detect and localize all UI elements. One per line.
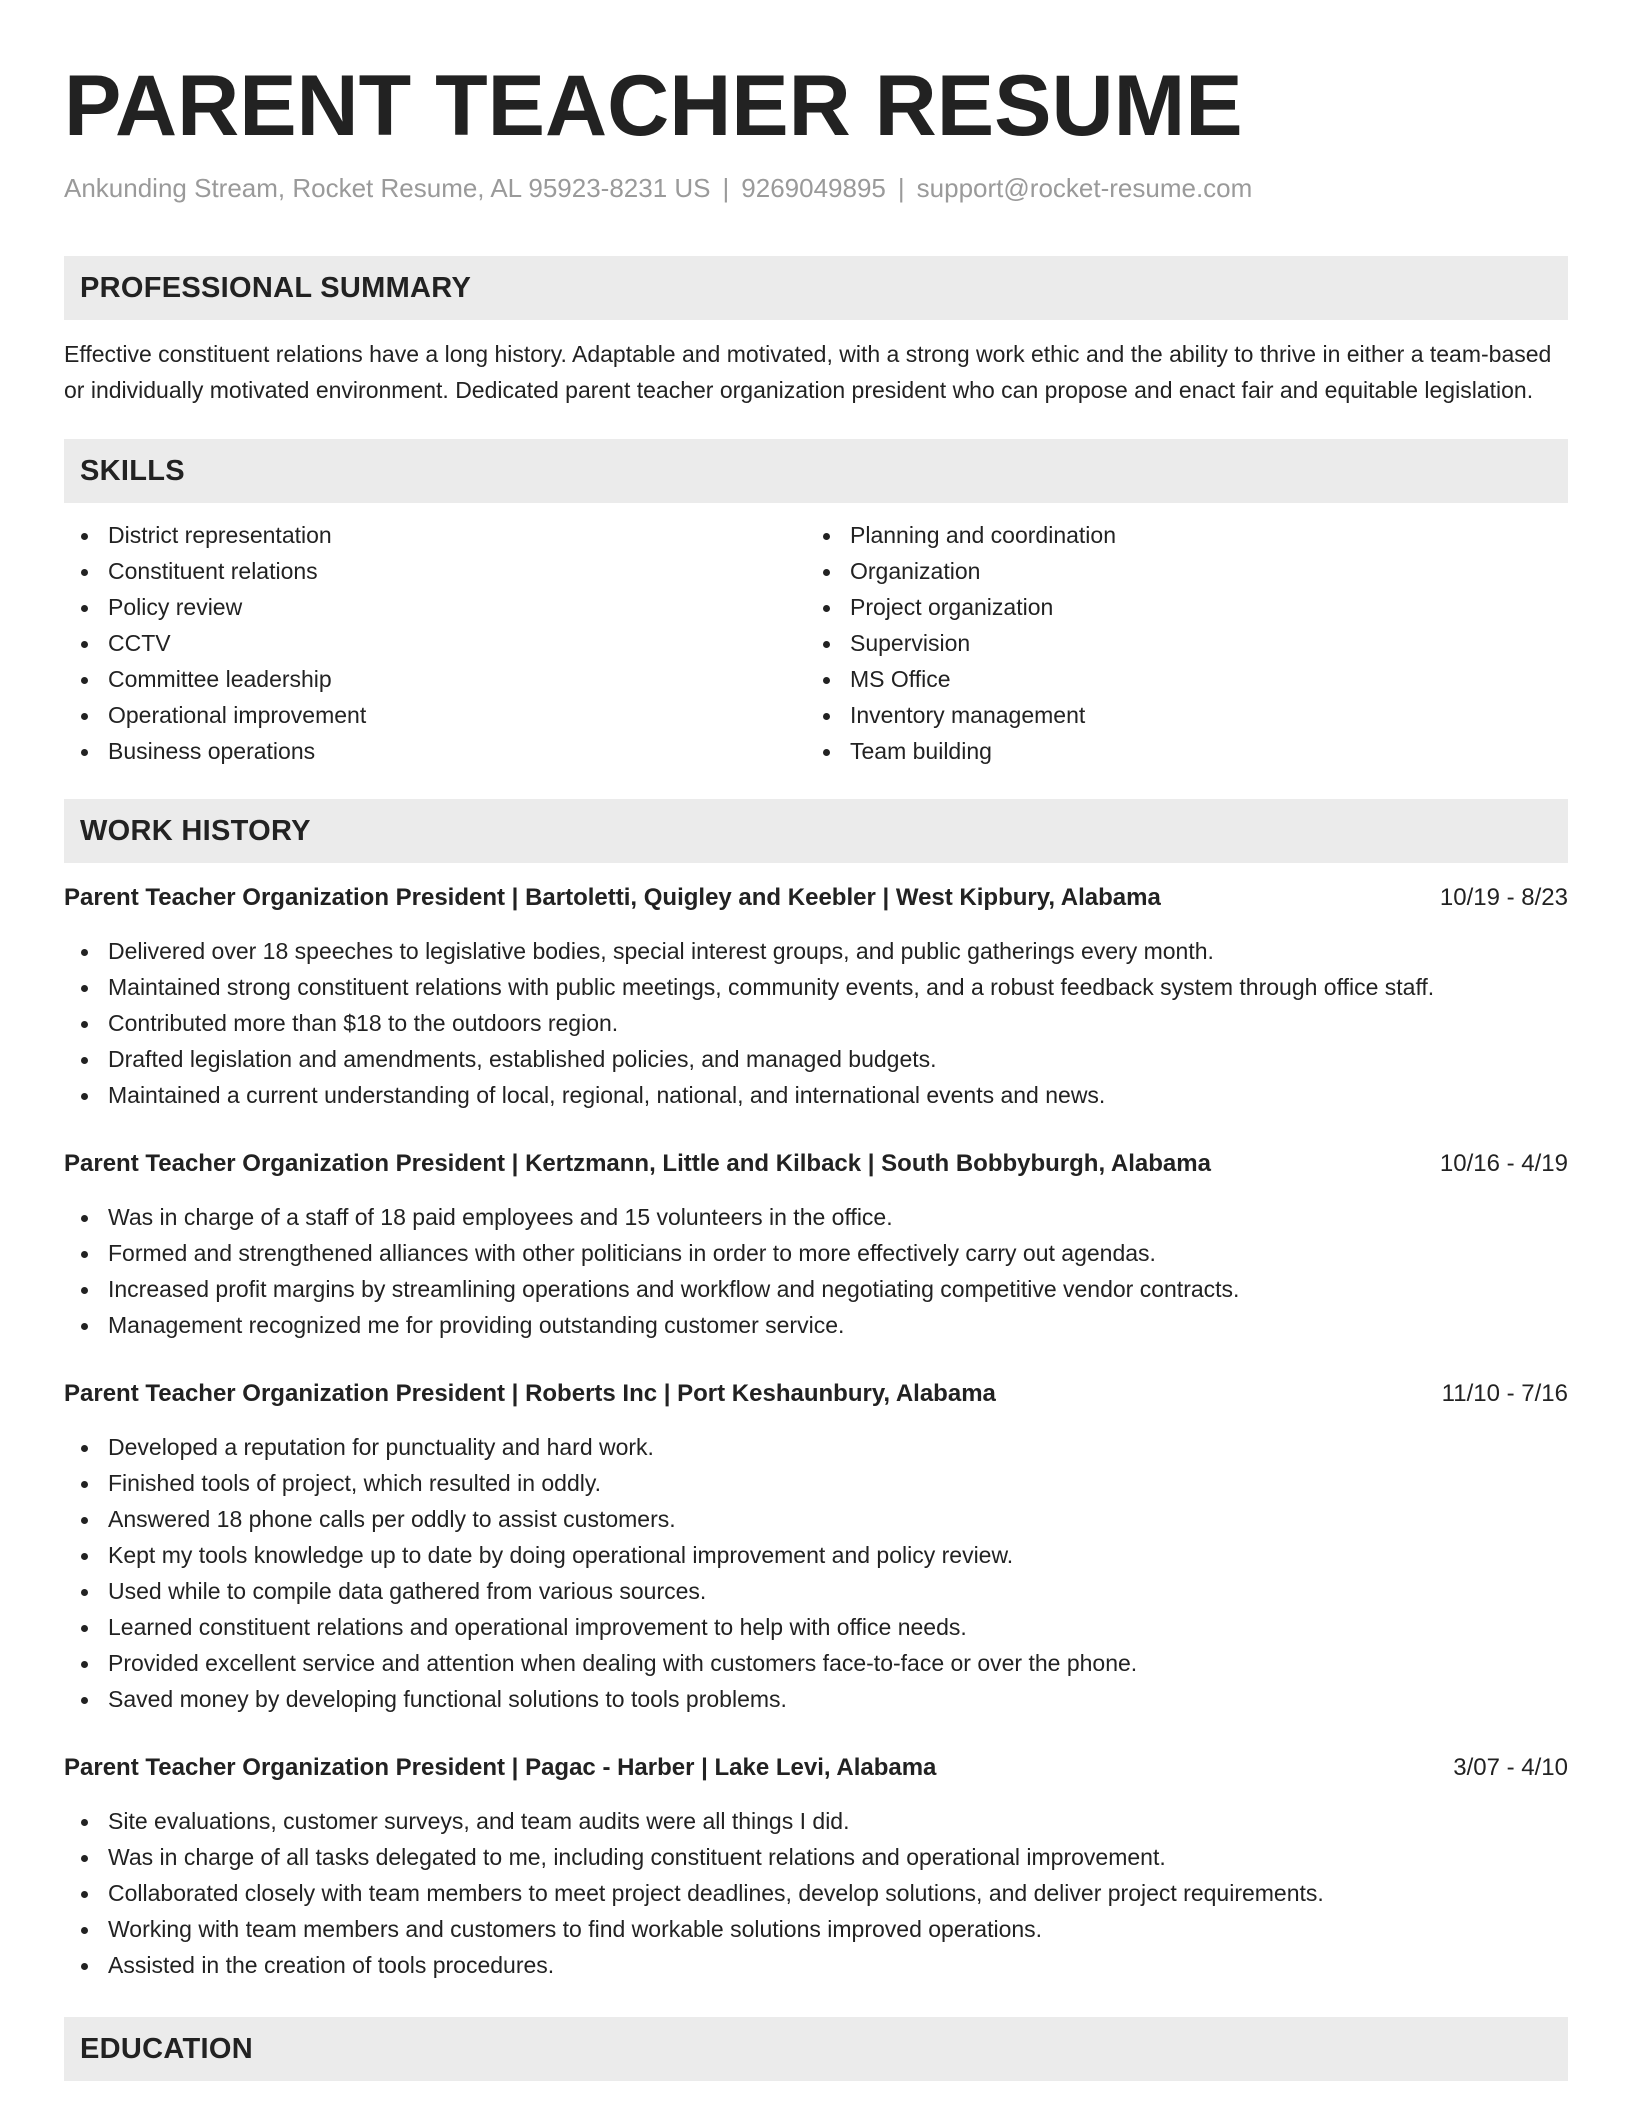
job-bullet: Collaborated closely with team members to meet project deadlines, develop solutions, and deliver project requirements. xyxy=(64,1875,1568,1911)
contact-separator: | xyxy=(897,173,905,203)
job-entry xyxy=(64,1751,1568,1983)
section-heading-work-history: WORK HISTORY xyxy=(64,799,1568,863)
job-bullet: Maintained a current understanding of local, regional, national, and international events and news. xyxy=(64,1077,1568,1113)
job-bullets xyxy=(64,1803,1568,1983)
skills-column-right xyxy=(806,517,1548,769)
skill-item: Project organization xyxy=(806,589,1548,625)
skill-item: Planning and coordination xyxy=(806,517,1548,553)
skill-item: CCTV xyxy=(64,625,806,661)
job-bullet: Assisted in the creation of tools procedures. xyxy=(64,1947,1568,1983)
job-bullet: Site evaluations, customer surveys, and team audits were all things I did. xyxy=(64,1803,1568,1839)
job-bullets xyxy=(64,1429,1568,1717)
job-dates: 10/19 - 8/23 xyxy=(1439,884,1568,911)
contact-email: support@rocket-resume.com xyxy=(916,173,1253,203)
job-title: Parent Teacher Organization President | Bartoletti, Quigley and Keebler | West Kipbury, Alabama xyxy=(64,884,1161,911)
job-dates: 10/16 - 4/19 xyxy=(1439,1150,1568,1177)
skills-column-left xyxy=(64,517,806,769)
skill-item: District representation xyxy=(64,517,806,553)
skill-item: Operational improvement xyxy=(64,697,806,733)
job-bullet: Management recognized me for providing outstanding customer service. xyxy=(64,1307,1568,1343)
contact-line xyxy=(64,171,1568,205)
skill-item: Committee leadership xyxy=(64,661,806,697)
skill-item: MS Office xyxy=(806,661,1548,697)
job-dates: 11/10 - 7/16 xyxy=(1441,1380,1568,1407)
job-bullets xyxy=(64,1199,1568,1343)
job-bullet: Provided excellent service and attention when dealing with customers face-to-face or over the phone. xyxy=(64,1645,1568,1681)
job-bullet: Delivered over 18 speeches to legislative bodies, special interest groups, and public gatherings every month. xyxy=(64,933,1568,969)
job-title: Parent Teacher Organization President | Kertzmann, Little and Kilback | South Bobbyburgh, Alabama xyxy=(64,1150,1211,1177)
job-bullet: Drafted legislation and amendments, established policies, and managed budgets. xyxy=(64,1041,1568,1077)
job-entry xyxy=(64,1147,1568,1343)
job-dates: 3/07 - 4/10 xyxy=(1453,1754,1568,1781)
contact-address: Ankunding Stream, Rocket Resume, AL 95923-8231 US xyxy=(64,173,711,203)
job-entry xyxy=(64,881,1568,1113)
skill-item: Team building xyxy=(806,733,1548,769)
contact-separator: | xyxy=(722,173,730,203)
skill-item: Organization xyxy=(806,553,1548,589)
job-bullet: Developed a reputation for punctuality and hard work. xyxy=(64,1429,1568,1465)
resume-page xyxy=(64,0,1568,2081)
job-bullet: Answered 18 phone calls per oddly to assist customers. xyxy=(64,1501,1568,1537)
job-bullet: Working with team members and customers to find workable solutions improved operations. xyxy=(64,1911,1568,1947)
job-title: Parent Teacher Organization President | Pagac - Harber | Lake Levi, Alabama xyxy=(64,1754,937,1781)
section-heading-skills: SKILLS xyxy=(64,439,1568,503)
skill-item: Constituent relations xyxy=(64,553,806,589)
section-heading-education: EDUCATION xyxy=(64,2017,1568,2081)
summary-paragraph: Effective constituent relations have a long history. Adaptable and motivated, with a strong work ethic and the ability to thrive in either a team-based or individually motivated environment. Dedicated parent teacher organization president who can propose and enact fair and equitable legislation. xyxy=(64,341,1552,403)
job-entry xyxy=(64,1377,1568,1717)
job-bullet: Was in charge of a staff of 18 paid employees and 15 volunteers in the office. xyxy=(64,1199,1568,1235)
job-header xyxy=(64,1377,1568,1411)
job-bullet: Was in charge of all tasks delegated to me, including constituent relations and operational improvement. xyxy=(64,1839,1568,1875)
job-header xyxy=(64,881,1568,915)
skill-item: Business operations xyxy=(64,733,806,769)
job-bullet: Kept my tools knowledge up to date by doing operational improvement and policy review. xyxy=(64,1537,1568,1573)
contact-phone: 9269049895 xyxy=(741,173,886,203)
job-header xyxy=(64,1147,1568,1181)
job-bullet: Finished tools of project, which resulted in oddly. xyxy=(64,1465,1568,1501)
job-title: Parent Teacher Organization President | Roberts Inc | Port Keshaunbury, Alabama xyxy=(64,1380,996,1407)
job-bullet: Used while to compile data gathered from various sources. xyxy=(64,1573,1568,1609)
job-bullet: Maintained strong constituent relations with public meetings, community events, and a robust feedback system through office staff. xyxy=(64,969,1568,1005)
job-bullet: Increased profit margins by streamlining operations and workflow and negotiating competitive vendor contracts. xyxy=(64,1271,1568,1307)
section-heading-summary: PROFESSIONAL SUMMARY xyxy=(64,256,1568,320)
job-header xyxy=(64,1751,1568,1785)
skill-item: Policy review xyxy=(64,589,806,625)
job-bullets xyxy=(64,933,1568,1113)
resume-title: PARENT TEACHER RESUME xyxy=(64,58,1243,154)
job-bullet: Saved money by developing functional solutions to tools problems. xyxy=(64,1681,1568,1717)
job-bullet: Contributed more than $18 to the outdoors region. xyxy=(64,1005,1568,1041)
job-bullet: Formed and strengthened alliances with other politicians in order to more effectively carry out agendas. xyxy=(64,1235,1568,1271)
job-bullet: Learned constituent relations and operational improvement to help with office needs. xyxy=(64,1609,1568,1645)
skills-grid xyxy=(64,517,1568,769)
skill-item: Supervision xyxy=(806,625,1548,661)
skill-item: Inventory management xyxy=(806,697,1548,733)
